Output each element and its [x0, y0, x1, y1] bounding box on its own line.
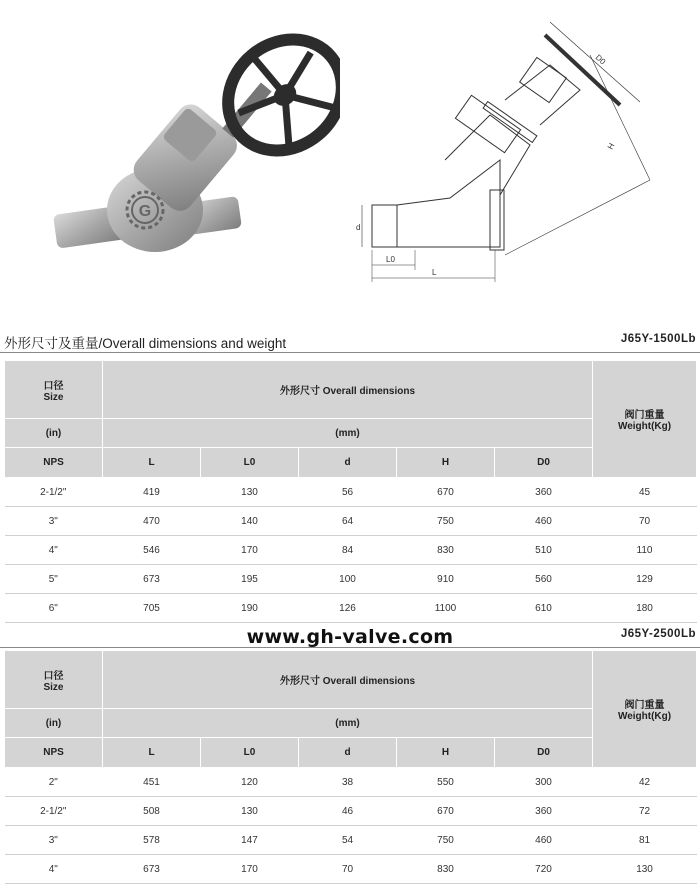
table-row	[5, 478, 697, 507]
table-row	[5, 797, 697, 826]
cell-d: 64	[299, 507, 397, 536]
col-l0: L0	[201, 738, 299, 768]
col-nps: NPS	[5, 738, 103, 768]
cell-l0: 130	[201, 478, 299, 507]
cell-l0: 190	[201, 594, 299, 623]
cell-nps: 2"	[5, 768, 103, 797]
label-l0: L0	[386, 255, 395, 264]
cell-d0: 610	[495, 594, 593, 623]
cell-d: 56	[299, 478, 397, 507]
cell-l: 508	[103, 797, 201, 826]
cell-weight: 130	[593, 855, 697, 884]
cell-l: 705	[103, 594, 201, 623]
cell-l0: 195	[201, 565, 299, 594]
cell-l: 578	[103, 826, 201, 855]
dimensions-table-1500lb	[4, 360, 697, 623]
cell-d0: 460	[495, 826, 593, 855]
table-row	[5, 826, 697, 855]
cell-d0: 510	[495, 536, 593, 565]
valve-drawing	[350, 10, 680, 300]
col-d0: D0	[495, 448, 593, 478]
cell-h: 830	[397, 855, 495, 884]
col-d: d	[299, 448, 397, 478]
cell-h: 750	[397, 507, 495, 536]
cell-h: 750	[397, 826, 495, 855]
overall-dimensions-header: 外形尺寸 Overall dimensions	[103, 651, 593, 709]
cell-l: 451	[103, 768, 201, 797]
table-row	[5, 565, 697, 594]
cell-l0: 140	[201, 507, 299, 536]
col-d0: D0	[495, 738, 593, 768]
label-d: d	[356, 223, 361, 232]
cell-nps: 5"	[5, 565, 103, 594]
weight-header: 阀门重量 Weight(Kg)	[593, 651, 697, 768]
logo-letter: G	[138, 203, 152, 220]
cell-nps: 4"	[5, 855, 103, 884]
cell-h: 1100	[397, 594, 495, 623]
cell-l: 470	[103, 507, 201, 536]
cell-weight: 72	[593, 797, 697, 826]
cell-nps: 2-1/2"	[5, 478, 103, 507]
cell-d: 100	[299, 565, 397, 594]
col-nps: NPS	[5, 448, 103, 478]
cell-d0: 300	[495, 768, 593, 797]
cell-d0: 360	[495, 478, 593, 507]
overall-dimensions-header: 外形尺寸 Overall dimensions	[103, 361, 593, 419]
model-code-1500lb: J65Y-1500Lb	[620, 333, 696, 345]
unit-mm-header: (mm)	[103, 419, 593, 448]
cell-nps: 4"	[5, 536, 103, 565]
table-row	[5, 536, 697, 565]
cell-weight: 45	[593, 478, 697, 507]
model-code-2500lb: J65Y-2500Lb	[620, 628, 696, 640]
cell-weight: 129	[593, 565, 697, 594]
cell-l: 673	[103, 565, 201, 594]
cell-weight: 70	[593, 507, 697, 536]
section-header-2500lb	[0, 625, 700, 648]
col-h: H	[397, 738, 495, 768]
col-l: L	[103, 738, 201, 768]
cell-d: 54	[299, 826, 397, 855]
section-header-1500lb	[0, 330, 700, 353]
cell-h: 830	[397, 536, 495, 565]
cell-nps: 3"	[5, 826, 103, 855]
cell-h: 670	[397, 478, 495, 507]
cell-l0: 170	[201, 855, 299, 884]
col-d: d	[299, 738, 397, 768]
col-h: H	[397, 448, 495, 478]
dimensions-table-2500lb	[4, 650, 697, 884]
cell-d: 38	[299, 768, 397, 797]
col-l0: L0	[201, 448, 299, 478]
unit-in-header: (in)	[5, 709, 103, 738]
cell-l: 419	[103, 478, 201, 507]
cell-d0: 460	[495, 507, 593, 536]
cell-d: 70	[299, 855, 397, 884]
cell-nps: 2-1/2"	[5, 797, 103, 826]
cell-weight: 110	[593, 536, 697, 565]
cell-l0: 120	[201, 768, 299, 797]
cell-l0: 147	[201, 826, 299, 855]
cell-d: 126	[299, 594, 397, 623]
label-h: H	[605, 141, 617, 151]
cell-weight: 81	[593, 826, 697, 855]
cell-h: 910	[397, 565, 495, 594]
cell-l0: 130	[201, 797, 299, 826]
cell-weight: 180	[593, 594, 697, 623]
cell-nps: 3"	[5, 507, 103, 536]
cell-l: 673	[103, 855, 201, 884]
col-l: L	[103, 448, 201, 478]
table-row	[5, 855, 697, 884]
cell-d0: 360	[495, 797, 593, 826]
label-l: L	[432, 268, 437, 277]
cell-d: 46	[299, 797, 397, 826]
section-title: 外形尺寸及重量/Overall dimensions and weight	[4, 336, 287, 351]
website-url: www.gh-valve.com	[246, 626, 454, 648]
cell-d0: 720	[495, 855, 593, 884]
cell-l0: 170	[201, 536, 299, 565]
table-row	[5, 768, 697, 797]
size-header: 口径 Size	[5, 361, 103, 419]
table-row	[5, 594, 697, 623]
cell-d: 84	[299, 536, 397, 565]
cell-h: 670	[397, 797, 495, 826]
cell-nps: 6"	[5, 594, 103, 623]
cell-l: 546	[103, 536, 201, 565]
unit-in-header: (in)	[5, 419, 103, 448]
cell-weight: 42	[593, 768, 697, 797]
cell-h: 550	[397, 768, 495, 797]
size-header: 口径 Size	[5, 651, 103, 709]
cell-d0: 560	[495, 565, 593, 594]
valve-photo	[40, 20, 340, 280]
weight-header: 阀门重量 Weight(Kg)	[593, 361, 697, 478]
table-row	[5, 507, 697, 536]
label-d0: D0	[593, 52, 608, 67]
gear-logo-icon	[127, 192, 163, 228]
unit-mm-header: (mm)	[103, 709, 593, 738]
